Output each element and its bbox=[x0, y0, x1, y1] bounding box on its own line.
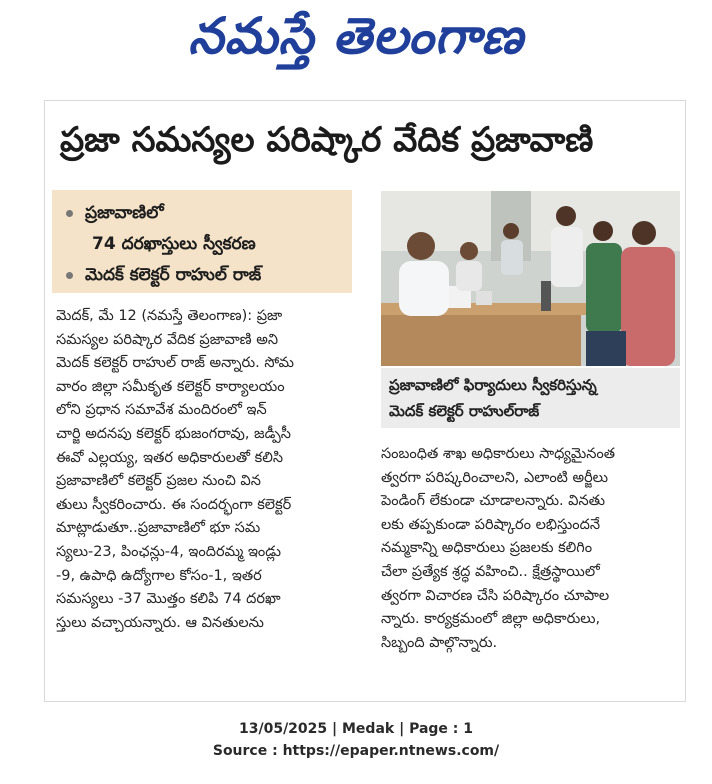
body-line: మెదక్, మే 12 (నమస్తే తెలంగాణ): ప్రజా bbox=[56, 308, 283, 324]
body-line: తులు స్వీకరించారు. ఈ సందర్భంగా కలెక్టర్ bbox=[56, 496, 292, 513]
body-line: మాట్లాడుతూ..ప్రజావాణిలో భూ సమ bbox=[56, 520, 261, 537]
photo-illustration bbox=[381, 191, 680, 366]
highlight-text: మెదక్ కలెక్టర్ రాహుల్ రాజ్ bbox=[85, 265, 262, 285]
highlight-item bbox=[66, 198, 342, 229]
highlight-text: 74 దరఖాస్తులు స్వీకరణ bbox=[92, 234, 256, 254]
body-line: ప్రజావాణిలో కలెక్టర్ ప్రజల నుంచి విన bbox=[56, 473, 261, 490]
body-line: ఈవో ఎల్లయ్య, ఇతర అధికారులతో కలిసి bbox=[56, 449, 284, 466]
body-line: సమస్యల పరిష్కార వేదిక ప్రజావాణి అని bbox=[56, 331, 279, 348]
highlights-box bbox=[52, 190, 352, 293]
body-line: త్వరగా పరిష్కరించాలని, ఎలాంటి అర్జీలు bbox=[381, 469, 608, 486]
caption-line: మెదక్ కలెక్టర్ రాహుల్‌రాజ్ bbox=[389, 402, 540, 420]
article-headline: ప్రజా సమస్యల పరిష్కార వేదిక ప్రజావాణి bbox=[60, 120, 594, 160]
photo-caption bbox=[381, 368, 680, 428]
highlight-item bbox=[66, 229, 342, 260]
masthead-logo: నమస్తే తెలంగాణ bbox=[188, 7, 524, 65]
body-line: చేలా ప్రత్యేక శ్రద్ధ వహించి.. క్షేత్రస్థాయిలో bbox=[381, 563, 600, 580]
body-line: వారం జిల్లా సమీకృత కలెక్టర్ కార్యాలయం bbox=[56, 378, 285, 395]
body-line: స్తులు వచ్చాయన్నారు. ఆ వినతులను bbox=[56, 614, 264, 631]
bullet-icon bbox=[66, 272, 73, 279]
body-line: చార్జి అదనపు కలెక్టర్ భుజంగరావు, జడ్పీసీ bbox=[56, 425, 291, 442]
body-line: నమ్మకాన్ని అధికారులు ప్రజలకు కలిగిం bbox=[381, 540, 593, 557]
highlight-item bbox=[66, 260, 342, 291]
body-line: లకు తప్పకుండా పరిష్కారం లభిస్తుందనే bbox=[381, 516, 601, 533]
bullet-icon bbox=[66, 210, 73, 217]
body-line: లోని ప్రధాన సమావేశ మందిరంలో ఇన్ bbox=[56, 402, 267, 419]
article-body-right-column bbox=[381, 443, 681, 655]
body-line: న్నారు. కార్యక్రమంలో జిల్లా అధికారులు, bbox=[381, 611, 601, 628]
body-line: త్వరగా విచారణ చేసి పరిష్కారం చూపాల bbox=[381, 587, 610, 604]
article-body-left-column bbox=[56, 305, 356, 635]
footer-date-edition: 13/05/2025 | Medak | Page : 1 bbox=[238, 721, 474, 737]
body-line: -9, ఉపాధి ఉద్యోగాల కోసం-1, ఇతర bbox=[56, 567, 262, 584]
body-line: సిబ్బంది పాల్గొన్నారు. bbox=[381, 634, 498, 651]
caption-line: ప్రజావాణిలో ఫిర్యాదులు స్వీకరిస్తున్న bbox=[389, 376, 597, 394]
body-line: స్యలు-23, పింఛన్లు-4, ఇందిరమ్మ ఇండ్లు bbox=[56, 543, 282, 560]
body-line: సమస్యలు -37 మొత్తం కలిపి 74 దరఖా bbox=[56, 591, 281, 608]
highlight-text: ప్రజావాణిలో bbox=[85, 203, 164, 223]
body-line: సంబంధిత శాఖ అధికారులు సాధ్యమైనంత bbox=[381, 446, 616, 462]
body-line: పెండింగ్ లేకుండా చూడాలన్నారు. వినతు bbox=[381, 493, 605, 510]
news-photo bbox=[381, 191, 680, 366]
footer-source-link[interactable]: Source : https://epaper.ntnews.com/ bbox=[212, 743, 500, 759]
body-line: మెదక్ కలెక్టర్ రాహుల్ రాజ్ అన్నారు. సోమ bbox=[56, 355, 295, 372]
